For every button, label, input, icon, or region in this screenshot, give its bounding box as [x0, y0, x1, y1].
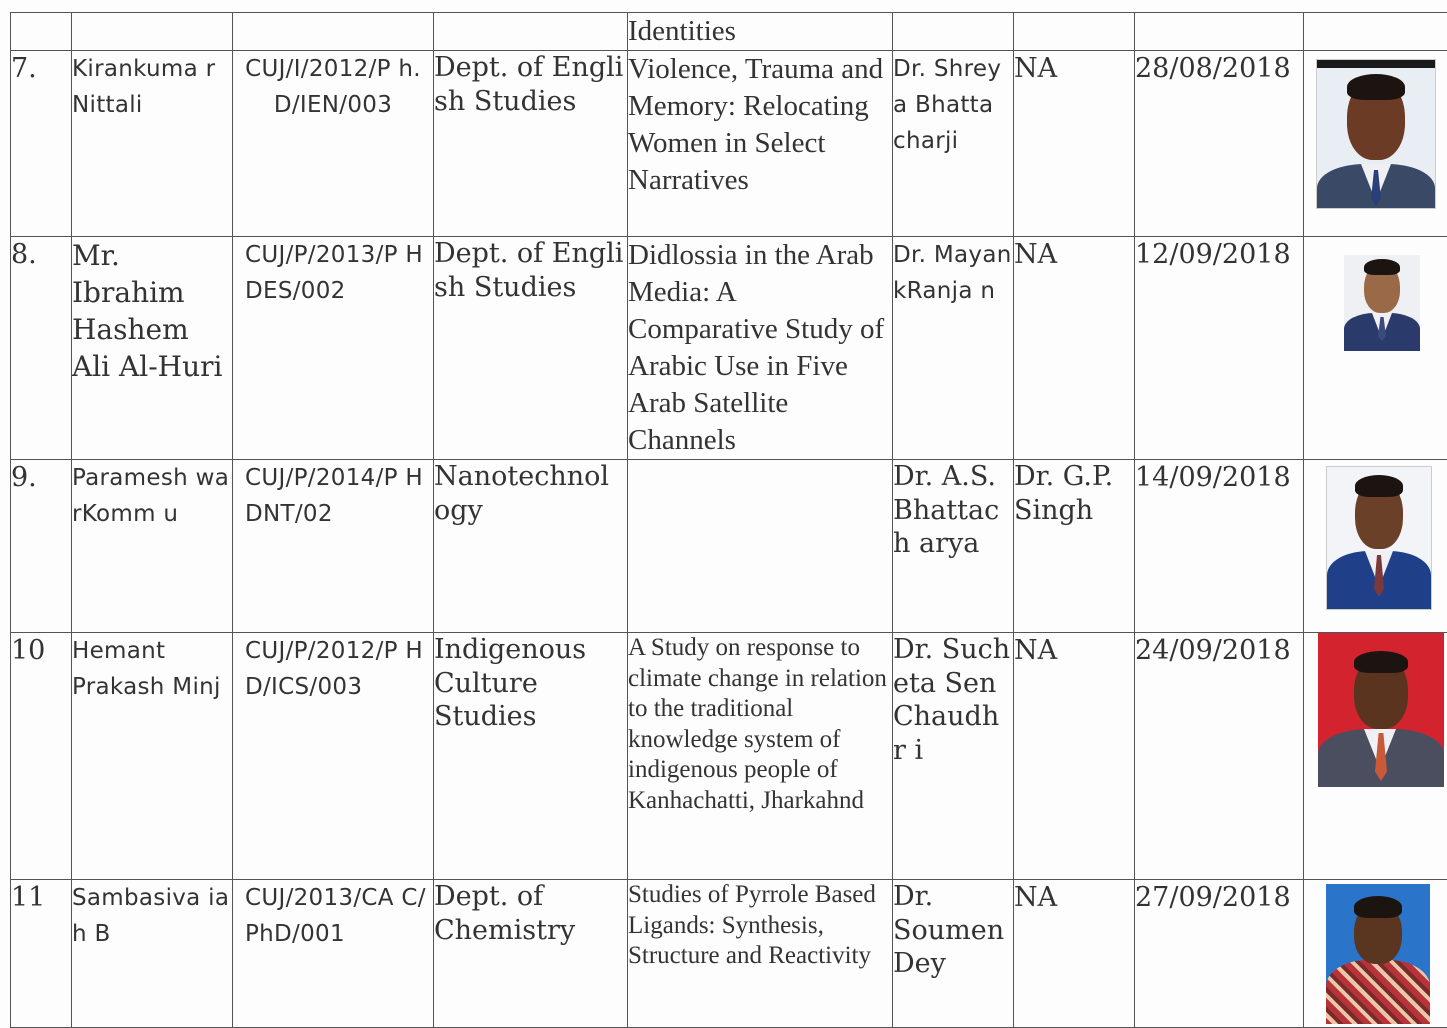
award-date: 12/09/2018 — [1135, 237, 1304, 460]
serial-number: 8. — [11, 237, 72, 460]
thesis-title-cell — [628, 13, 893, 51]
serial-number: 11 — [11, 880, 72, 1028]
candidate-photo-icon — [1326, 884, 1430, 1024]
supervisor: Dr. Shreya Bhatta charji — [893, 51, 1014, 237]
table-row — [11, 633, 1447, 880]
registration-number: CUJ/P/2014/P HDNT/02 — [233, 460, 434, 633]
co-supervisor: NA — [1014, 880, 1135, 1028]
thesis-title: Identities — [628, 15, 736, 47]
candidate-photo-icon — [1344, 255, 1420, 351]
supervisor: Dr. A.S. Bhattach arya — [893, 460, 1014, 633]
registration-table — [10, 12, 1447, 1028]
table-row — [11, 51, 1447, 237]
candidate-photo-icon — [1318, 633, 1444, 787]
award-date: 28/08/2018 — [1135, 51, 1304, 237]
co-supervisor: NA — [1014, 51, 1135, 237]
award-date: 27/09/2018 — [1135, 880, 1304, 1028]
department: Dept. of English Studies — [434, 51, 628, 237]
registration-number: CUJ/I/2012/P h.D/IEN/003 — [233, 51, 434, 237]
co-supervisor: Dr. G.P. Singh — [1014, 460, 1135, 633]
candidate-photo-icon — [1326, 466, 1432, 610]
supervisor: Dr. Soumen Dey — [893, 880, 1014, 1028]
registration-number: CUJ/2013/CA C/PhD/001 — [233, 880, 434, 1028]
photo-cell — [1304, 460, 1447, 633]
scholar-name: Paramesh warKomm u — [72, 460, 233, 633]
scholar-name: Mr. Ibrahim Hashem Ali Al-Huri — [72, 237, 233, 460]
scholar-name: Kirankuma rNittali — [72, 51, 233, 237]
serial-number: 9. — [11, 460, 72, 633]
scholar-name: Sambasiva iah B — [72, 880, 233, 1028]
thesis-title — [628, 460, 893, 633]
department: Dept. of English Studies — [434, 237, 628, 460]
photo-cell — [1304, 880, 1447, 1028]
table-row — [11, 13, 1447, 51]
registration-number: CUJ/P/2013/P HDES/002 — [233, 237, 434, 460]
award-date: 14/09/2018 — [1135, 460, 1304, 633]
photo-cell — [1304, 633, 1447, 880]
supervisor: Dr. Mayan kRanja n — [893, 237, 1014, 460]
co-supervisor: NA — [1014, 237, 1135, 460]
table-row — [11, 880, 1447, 1028]
department: Dept. of Chemistry — [434, 880, 628, 1028]
award-date: 24/09/2018 — [1135, 633, 1304, 880]
co-supervisor: NA — [1014, 633, 1135, 880]
table-row — [11, 237, 1447, 460]
supervisor: Dr. Sucheta Sen Chaudhr i — [893, 633, 1014, 880]
registration-number: CUJ/P/2012/P HD/ICS/003 — [233, 633, 434, 880]
department: Nanotechnol ogy — [434, 460, 628, 633]
candidate-photo-icon — [1316, 59, 1436, 209]
thesis-title: Didlossia in the Arab Media: A Comparative Study of Arabic Use in Five Arab Satellite Channels — [628, 237, 893, 460]
serial-number: 10 — [11, 633, 72, 880]
photo-cell — [1304, 51, 1447, 237]
thesis-title: Violence, Trauma and Memory: Relocating Women in Select Narratives — [628, 51, 893, 237]
thesis-title: Studies of Pyrrole Based Ligands: Synthesis, Structure and Reactivity — [628, 880, 893, 1028]
photo-cell — [1304, 237, 1447, 460]
scholar-name: Hemant Prakash Minj — [72, 633, 233, 880]
department: Indigenous Culture Studies — [434, 633, 628, 880]
serial-number: 7. — [11, 51, 72, 237]
table-row — [11, 460, 1447, 633]
thesis-title: A Study on response to climate change in relation to the traditional knowledge system of indigenous people of Kanhachatti, Jharkahnd — [628, 633, 893, 880]
